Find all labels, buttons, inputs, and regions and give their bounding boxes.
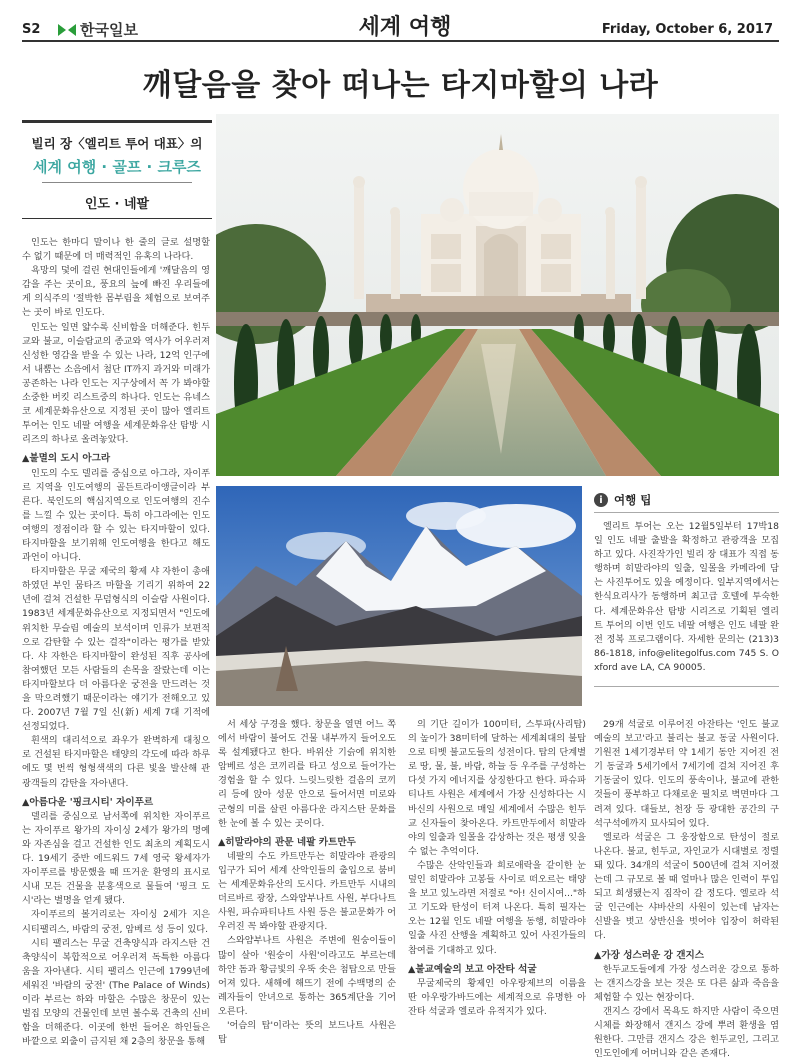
column-byline-box (22, 120, 212, 220)
paragraph: 갠지스 강에서 목욕도 하지만 사람이 죽으면 시체를 화장해서 갠지스 강에 뿌려 환생을 염원한다. 그만큼 갠지스 강은 힌두교인, 그리고 인도인에게 어머니와 같은 존재다. (594, 1005, 779, 1060)
article-column-2 (218, 718, 396, 1047)
logo-mark-icon (58, 24, 76, 36)
paragraph: 델리를 중심으로 남서쪽에 위치한 자이푸르는 자이푸르 왕가의 자이싱 2세가 왕가의 명예와 자존심을 걸고 건설한 인도 최초의 계획도시다. 19세기 중반 에드워드 7세 영국 왕세자가 자이푸르를 방문했을 때 뜨거운 환영의 표시로 시내 모든 건물을 분홍색으로 물들여 '핑크 도시'라는 별명을 얻게 됐다. (22, 810, 210, 907)
section-title: 세계 여행 (358, 14, 452, 40)
tips-text: 엘리트 투어는 오는 12월5일부터 17박18일 인도 네팔 출발을 확정하고 관광객을 모집하고 있다. 사진작가인 빌리 장 대표가 직접 동행하며 히말라야의 일출, 일몰을 카메라에 담는 사진투어도 있을 예정이다. 일부지역에서는 한식요리사가 동행하며 최고급 호텔에 투숙한다. 세계문화유산 탐방 시리즈로 기획된 엘리트 투어의 이번 인도 네팔 여행은 인도 네팔 완전 정복 프로그램이다. 자세한 문의는 (213)386-1818, info@elitegolfus.com 745 S. Oxford ave LA, CA 90005. (594, 521, 779, 673)
paragraph: 인도는 한마디 말이나 한 줄의 글로 설명할 수 없기 때문에 더 매력적인 유혹의 나라다. (22, 237, 210, 263)
byline-bottom-rule (22, 218, 212, 219)
paragraph: 스와얌부나트 사원은 주변에 원숭이들이 많이 살아 '원숭이 사원'이라고도 부르는데 하얀 돔과 황금빛의 우뚝 솟은 첨탑으로 만들어져 있다. 새해에 해뜨기 전에 수백명의 순례자들이 안녀으로 통하는 365계단을 기어오른다. (218, 935, 396, 1017)
byline-destination: 인도 · 네팔 (84, 197, 150, 212)
article-column-3 (408, 718, 586, 1019)
paragraph: 타지마할은 무굴 제국의 황제 샤 자한이 총애하였던 부인 뭄타즈 마할을 기리기 위하여 22년에 걸쳐 건설한 무덤형식의 이슬람 사원이다. 1983년 세계문화유산으로 지정되면서 "인도에 위치한 무슬림 예술의 보석이며 인류가 보편적으로 감탄할 수 있는 걸작"이라는 평가를 받았다. 샤 자한은 타지마할이 완성된 직후 공사에 참여했던 모든 사람들의 손목을 잘랐는데 이는 타지마할보다 더 아름다운 궁전을 만드려는 것을 막으려했기 때문이라는 얘기가 전해오고 있다. 2007년 7월 7일 신(新) 세계 7대 기적에 선정되었다. (22, 566, 210, 733)
page-number: S2 (22, 22, 41, 37)
paragraph: 인도의 수도 델리를 중심으로 아그라, 자이푸르 지역을 인도여행의 골든트라이앵글이라 부른다. 북인도의 핵심지역으로 인도여행의 진수를 느낄 수 있는 곳이다. 특히 아그라에는 인도여행의 정점이라 할 수 있는 타지마할이 있다. 타지마할을 보기위해 인도여행을 한다고 해도 과언이 아니다. (22, 467, 210, 564)
page-header (0, 0, 801, 42)
paragraph: 네팔의 수도 카트만두는 히말라야 관광의 입구가 되어 세계 산악인들의 출입으로 붐비는 세계문화유산의 도시다. 카트만두 시내의 더르바르 광장, 스와얌부나트 사원, 부다나트 사원, 파슈파티나트 사원 등은 불교문화가 어우러진 꼭 봐야할 관광지다. (218, 850, 396, 933)
info-icon: i (594, 493, 608, 507)
paragraph: 한두교도들에게 가장 성스러운 강으로 통하는 갠지스강을 보는 것은 또 다른 삶과 죽음을 체험할 수 있는 현장이다. (594, 963, 779, 1003)
paragraph: 무굴제국의 황제인 아우랑제브의 이름을 딴 아우랑가바드에는 세계적으로 유명한 아잔타 석굴과 엘로라 유적지가 있다. (408, 977, 586, 1017)
paragraph: 서 세상 구경을 했다. 창문을 열면 어느 쪽에서 바람이 불어도 건물 내부까지 들어오도록 설계됐다고 한다. 바위산 기슭에 위치한 암베르 성은 코끼리를 타고 성으로 들어가는 경험을 할 수 있다. 느릿느릿한 걸음의 코끼리 등에 앉아 성문 안으로 들어서면 미로와 군형의 미를 살린 아름다운 라지스탄 문화를 한 눈에 볼 수 있는 곳이다. (218, 719, 396, 829)
taj-mahal-photo (216, 114, 779, 476)
subheading: ▲불교예술의 보고 아잔타 석굴 (408, 963, 537, 975)
paragraph: 흰색의 대리석으로 좌우가 완벽하게 대칭으로 건설된 타지마할은 태양의 각도에 따라 하루에도 몇 번씩 형형색색의 다른 빛을 발산해 관광객들의 감탄을 자아낸다. (22, 735, 210, 789)
issue-date: Friday, October 6, 2017 (601, 22, 773, 37)
himalaya-photo (216, 486, 582, 706)
subheading: ▲히말라야의 관문 네팔 카트만두 (218, 836, 356, 848)
subheading: ▲불멸의 도시 아그라 (22, 453, 111, 465)
paragraph: '어슴의 탑'이라는 뜻의 보드나트 사원은 탑 (218, 1019, 396, 1046)
subheading: ▲가장 성스러운 강 갠지스 (594, 949, 705, 961)
paragraph: 29개 석굴로 이루어진 아잔타는 '인도 불교예술의 보고'라고 불리는 불교 동굴 사원이다. 기원전 1세기경부터 약 1세기 동안 지어진 전기 동굴과 5세기에서 7세기에 걸쳐 지어진 후기동굴이 있다. 인도의 풍속이나, 불교에 관한 것들이 풍부하고 다채로운 필치로 벽면마다 그려져 있다. 대들보, 천장 등 광대한 공간의 구석구석에까지 묘사되어 있다. (594, 719, 779, 829)
paragraph: 수많은 산악인들과 희로애락을 같이한 눈덮인 히말라야 고봉들 사이로 떠오르는 태양을 보고 있노라면 저절로 "아! 신이시여..."하고 기도와 탄성이 터져 나온다. 특히 필자는 오는 12월 인도 네팔 여행을 동행, 히말라야 일출 사진 산행을 계획하고 있어 사진가들의 참여를 기대하고 있다. (408, 859, 586, 956)
headline: 깨달음을 찾아 떠나는 타지마할의 나라 (142, 68, 659, 103)
byline-divider (42, 182, 192, 183)
paragraph: 엘로라 석굴은 그 웅장함으로 탄성이 절로 나온다. 불교, 힌두교, 자인교가 시대별로 정렬돼 있다. 34개의 석굴이 500년에 걸쳐 지어졌는데 그 규모로 볼 때 얼마나 많은 인력이 투입되고 희생됐는지 짐작이 갈 정도다. 엘로라 석굴 인근에는 샤바산의 사원이 있는데 남자는 신발을 벗고 상반신을 벗어야 입장이 허락된다. (594, 831, 779, 942)
header-rule (22, 40, 779, 42)
byline-top-rule (22, 120, 212, 123)
tips-body (594, 520, 779, 675)
tips-heading (594, 492, 779, 508)
paragraph: 자이푸르의 볼거리로는 자이싱 2세가 지은 시티팰리스, 바람의 궁전, 암베르 성 등이 있다. (22, 909, 210, 935)
paragraph: 의 기단 길이가 100미터, 스투파(사리탑)의 높이가 38미터에 달하는 세계최대의 불탑으로 티벳 불교도들의 성전이다. 탑의 단계별로 땅, 물, 불, 바람, 하늘 등 우주를 구성하는 다섯 가지 에너지를 상징한다고 한다. 파슈파티나트 사원은 세계에서 가장 신성하다는 시바신의 사원으로 매일 세계에서 수많은 힌두교 신자들이 찾아온다. 카트만두에서 히말라야의 일출과 일몰을 감상하는 것은 평생 잊을 수 없는 추억이다. (408, 719, 586, 857)
article-column-1 (22, 236, 210, 1049)
tips-rule (594, 512, 779, 513)
tips-title: 여행 팁 (614, 493, 652, 507)
article-column-4 (594, 718, 779, 1061)
byline-series: 세계 여행 · 골프 · 크루즈 (33, 158, 201, 176)
paragraph: 욕망의 덫에 걸린 현대인들에게 '깨달음의 영감을 주는 곳이요, 풍요의 늪에 빠진 우리들에게 의식주의 '절박한 몸부림을 체험으로 보여주는 곳이 바로 인도다. (22, 265, 210, 319)
byline-author: 빌리 장〈엘리트 투어 대표〉의 (31, 136, 203, 151)
newspaper-logo (58, 19, 138, 40)
paragraph: 시티 팰리스는 무굴 건축양식과 라지스탄 건축양식이 복합적으로 어우러져 독특한 아름다움을 자아낸다. 시티 팰리스 인근에 1799년에 세워진 '바람의 궁전' (The Palace of Winds)이라 부르는 하와 마할은 수많은 창문이 있는 벌집 모양의 건물인데 보면 볼수록 건축의 신비함을 더해준다. 이곳에 한번 들어온 하인들은 바깥으로 외출이 금지된 채 2층의 창문을 통해 (22, 937, 210, 1048)
tips-bottom-rule (594, 686, 779, 687)
logo-text: 한국일보 (80, 21, 138, 39)
subheading: ▲아름다운 '핑크시티' 자이푸르 (22, 796, 154, 808)
paragraph: 인도는 일면 얇수록 신비함을 더해준다. 힌두교와 불교, 이슬람교의 종교와 역사가 어우러져 신성한 영감을 받을 수 있는 나라, 12억 인구에서 내뿜는 소음에서 첨단 IT까지 과거와 미래가 공존하는 나라 인도는 지구상에서 꼭 가 봐야할 소중한 버킷 리스트중의 하나다. 인도는 유네스코 세계문화유산으로 지정된 곳이 많아 엘리트 투어는 인도 네팔 여행을 세계문화유산 탐방 시리즈의 하나로 올려놓았다. (22, 321, 210, 446)
travel-tips-box (594, 486, 779, 706)
